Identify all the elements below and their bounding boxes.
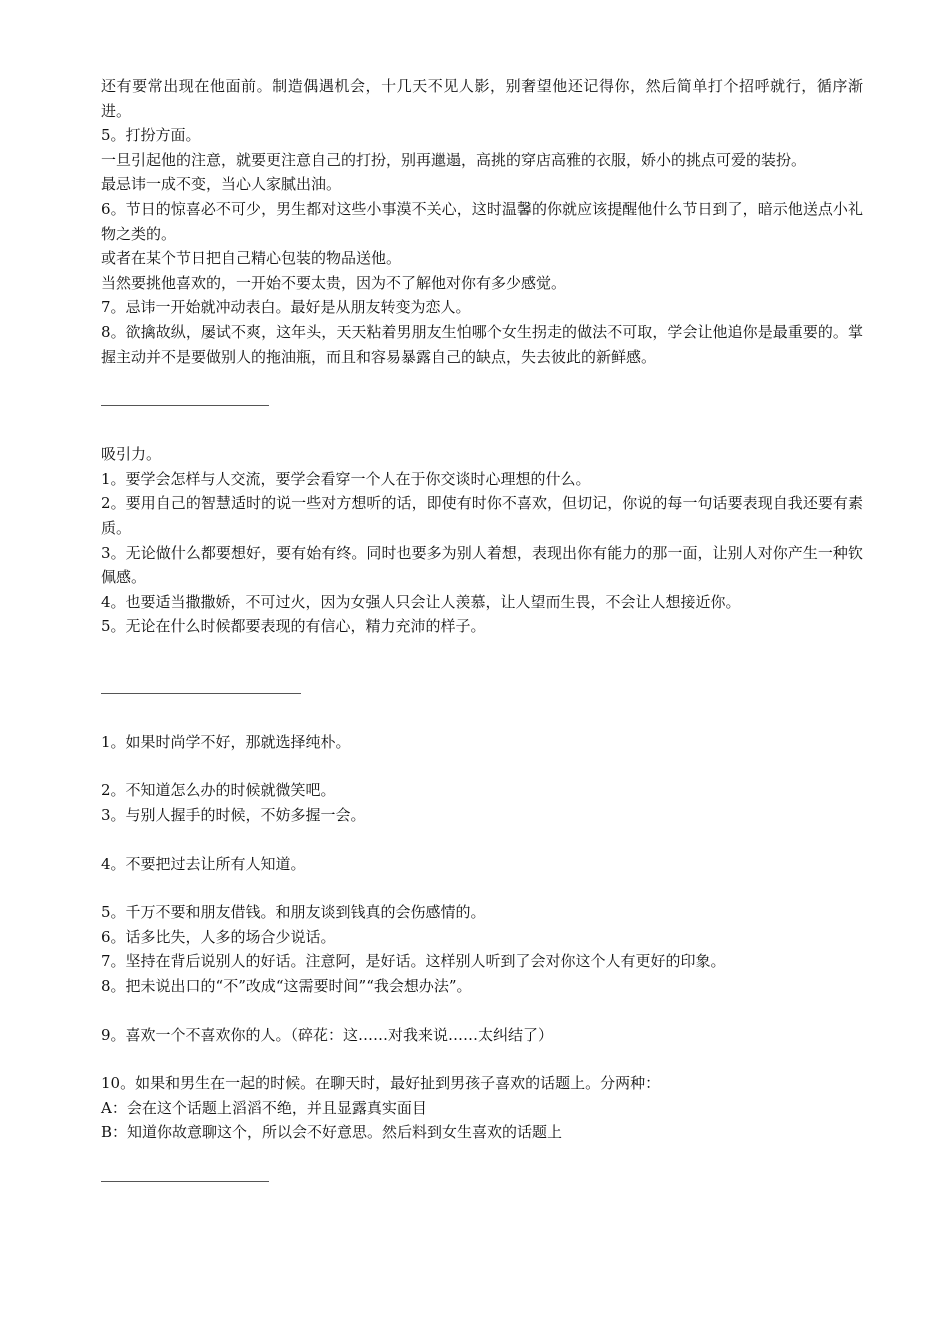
paragraph: 2。要用自己的智慧适时的说一些对方想听的话，即使有时你不喜欢，但切记，你说的每一句话要表现自我还要有素质。 [101,494,863,537]
paragraph: 一旦引起他的注意，就要更注意自己的打扮，别再邋遢，高挑的穿店高雅的衣服，娇小的挑点可爱的装扮。 [101,150,807,169]
paragraph: 8。欲擒故纵，屡试不爽，这年头，天天粘着男朋友生怕哪个女生拐走的做法不可取，学会让他追你是最重要的。掌握主动并不是要做别人的拖油瓶，而且和容易暴露自己的缺点，失去彼此的新鲜感。 [101,322,863,366]
paragraph: 5。无论在什么时候都要表现的有信心，精力充沛的样子。 [101,617,486,636]
list-item: 1。如果时尚学不好，那就选择纯朴。 [101,732,351,751]
list-item: 9。喜欢一个不喜欢你的人。（碎花：这……对我来说……太纠结了） [101,1025,554,1044]
list-item: 5。千万不要和朋友借钱。和朋友谈到钱真的会伤感情的。 [101,903,486,922]
section-title: 吸引力。 [101,445,162,464]
paragraph: 最忌讳一成不变，当心人家腻出油。 [101,175,342,194]
list-item: 3。与别人握手的时候，不妨多握一会。 [101,806,366,825]
list-item-option: A：会在这个话题上滔滔不绝，并且显露真实面目 [101,1098,427,1117]
paragraph: 1。要学会怎样与人交流，要学会看穿一个人在于你交谈时心理想的什么。 [101,469,591,488]
paragraph: 6。节日的惊喜必不可少，男生都对这些小事漠不关心，这时温馨的你就应该提醒他什么节日到了，暗示他送点小礼物之类的。 [101,199,863,243]
list-item: 8。把未说出口的“不”改成“这需要时间”“我会想办法”。 [101,977,472,996]
list-item-option: B：知道你故意聊这个，所以会不好意思。然后料到女生喜欢的话题上 [101,1123,563,1142]
paragraph: 5。打扮方面。 [101,126,201,145]
paragraph: 还有要常出现在他面前。制造偶遇机会，十几天不见人影，别奢望他还记得你，然后简单打个招呼就行，循序渐进。 [101,77,863,120]
paragraph: 当然要挑他喜欢的，一开始不要太贵，因为不了解他对你有多少感觉。 [101,273,567,292]
list-item: 7。坚持在背后说别人的好话。注意阿，是好话。这样别人听到了会对你这个人有更好的印象。 [101,952,726,971]
list-item: 2。不知道怎么办的时候就微笑吧。 [101,781,336,800]
list-item: 6。话多比失，人多的场合少说话。 [101,927,336,946]
document-page [101,74,863,1182]
list-item: 4。不要把过去让所有人知道。 [101,854,306,873]
paragraph: 4。也要适当撒撒娇，不可过火，因为女强人只会让人羡慕，让人望而生畏，不会让人想接近你。 [101,592,741,611]
section-divider [101,1181,269,1182]
paragraph: 7。忌讳一开始就冲动表白。最好是从朋友转变为恋人。 [101,298,471,317]
paragraph: 或者在某个节日把自己精心包装的物品送他。 [101,249,402,268]
paragraph: 3。无论做什么都要想好，要有始有终。同时也要多为别人着想，表现出你有能力的那一面，让别人对你产生一种钦佩感。 [101,543,863,587]
list-item: 10。如果和男生在一起的时候。在聊天时，最好扯到男孩子喜欢的话题上。分两种： [101,1074,661,1093]
